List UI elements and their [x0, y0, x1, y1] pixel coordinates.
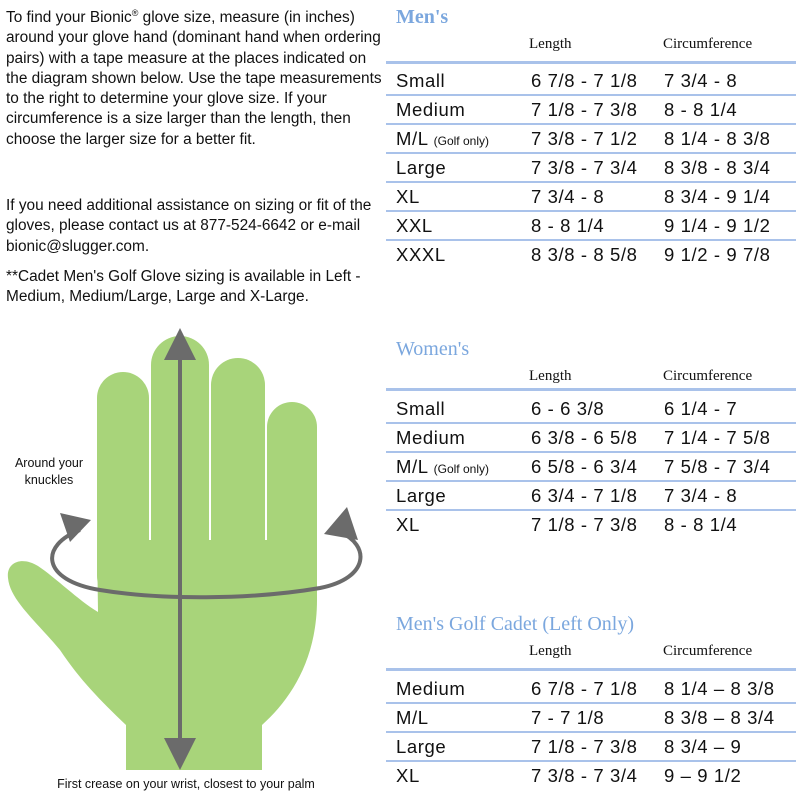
size-cell [396, 485, 446, 507]
circumference-cell: 7 3/4 - 8 [664, 70, 738, 91]
length-cell: 6 7/8 - 7 1/8 [531, 678, 638, 699]
intro-text-rest: glove size, measure (in inches) around your glove hand (dominant hand when ordering pairs) with a tape measure at the places indicated on the diagram shown below. Use the tape measurements to the right to determine your glove size. If your circumference is a size larger than the length, then choose the larger size for a better fit. [6, 9, 382, 148]
size-cell [396, 398, 445, 420]
size-cell [396, 99, 465, 121]
size-cell [396, 765, 420, 787]
size-label: XL [396, 765, 420, 786]
size-label: Large [396, 736, 447, 757]
table-row [386, 733, 796, 762]
size-label: XXL [396, 215, 433, 236]
length-cell: 7 3/8 - 7 3/4 [531, 765, 638, 786]
size-label: Large [396, 157, 447, 178]
size-cell [396, 244, 446, 266]
length-cell: 6 3/8 - 6 5/8 [531, 427, 638, 448]
length-cell: 7 3/8 - 7 1/2 [531, 128, 638, 149]
circumference-cell: 8 1/4 - 8 3/8 [664, 128, 771, 149]
size-cell [396, 427, 465, 449]
length-cell: 7 3/4 - 8 [531, 186, 605, 207]
circumference-cell: 8 3/8 - 8 3/4 [664, 157, 771, 178]
length-cell: 7 3/8 - 7 3/4 [531, 157, 638, 178]
length-cell: 8 - 8 1/4 [531, 215, 605, 236]
size-cell [396, 678, 465, 700]
length-cell: 7 1/8 - 7 3/8 [531, 514, 638, 535]
table-row [386, 212, 796, 241]
size-label: M/L [396, 707, 429, 728]
size-label: XXXL [396, 244, 446, 265]
cadet-note: **Cadet Men's Golf Glove sizing is available in Left - Medium, Medium/Large, Large and X-Large. [6, 268, 361, 306]
size-label: Medium [396, 427, 466, 448]
size-label: Small [396, 398, 446, 419]
table-row [386, 67, 796, 96]
circumference-cell: 7 3/4 - 8 [664, 485, 738, 506]
womens-length-header: Length [529, 368, 572, 384]
table-row [386, 511, 796, 540]
wrist-label: First crease on your wrist, closest to your palm [57, 777, 315, 791]
hand-diagram [0, 320, 385, 780]
circumference-cell: 7 1/4 - 7 5/8 [664, 427, 771, 448]
womens-size-table [386, 338, 796, 548]
size-cell [396, 186, 420, 208]
length-cell: 6 3/4 - 7 1/8 [531, 485, 638, 506]
size-label: M/L [396, 456, 429, 477]
table-row [386, 241, 796, 270]
knuckles-label: Around your knuckles [14, 456, 84, 487]
table-row [386, 704, 796, 733]
size-cell [396, 736, 446, 758]
circumference-cell: 8 3/4 - 9 1/4 [664, 186, 771, 207]
size-label: M/L [396, 128, 429, 149]
size-label: XL [396, 186, 420, 207]
cadet-size-table [386, 613, 796, 798]
table-row [386, 453, 796, 482]
registered-mark: ® [131, 7, 139, 18]
circumference-cell: 6 1/4 - 7 [664, 398, 738, 419]
table-row [386, 675, 796, 704]
mens-header-rule [386, 61, 796, 64]
table-row [386, 482, 796, 511]
table-row [386, 125, 796, 154]
length-cell: 6 - 6 3/8 [531, 398, 605, 419]
table-row [386, 424, 796, 453]
table-row [386, 762, 796, 791]
mens-length-header: Length [529, 36, 572, 52]
size-cell [396, 128, 489, 150]
size-note: (Golf only) [433, 462, 489, 476]
intro-paragraph [6, 8, 382, 150]
length-cell: 7 1/8 - 7 3/8 [531, 99, 638, 120]
table-row [386, 395, 796, 424]
size-label: Medium [396, 99, 466, 120]
size-cell [396, 215, 433, 237]
size-cell [396, 157, 446, 179]
length-cell: 8 3/8 - 8 5/8 [531, 244, 638, 265]
womens-header-rule [386, 388, 796, 391]
mens-size-table [386, 6, 796, 276]
circumference-cell: 8 - 8 1/4 [664, 99, 738, 120]
length-cell: 7 1/8 - 7 3/8 [531, 736, 638, 757]
length-cell: 6 5/8 - 6 3/4 [531, 456, 638, 477]
length-cell: 7 - 7 1/8 [531, 707, 605, 728]
size-label: Large [396, 485, 447, 506]
size-label: Medium [396, 678, 466, 699]
cadet-length-header: Length [529, 643, 572, 659]
size-label: Small [396, 70, 446, 91]
cadet-circumference-header: Circumference [663, 643, 753, 659]
womens-table-title: Women's [396, 338, 470, 360]
table-row [386, 154, 796, 183]
length-cell: 6 7/8 - 7 1/8 [531, 70, 638, 91]
womens-circumference-header: Circumference [663, 368, 753, 384]
intro-text-start: To find your Bionic [6, 9, 132, 26]
assistance-paragraph: If you need additional assistance on sizing or fit of the gloves, please contact us at 877-524-6642 or e-mail bionic@slugger.com. [6, 197, 372, 255]
circumference-cell: 9 – 9 1/2 [664, 765, 742, 786]
size-cell [396, 514, 420, 536]
mens-circumference-header: Circumference [663, 36, 753, 52]
table-row [386, 96, 796, 125]
cadet-table-title: Men's Golf Cadet (Left Only) [396, 613, 634, 635]
cadet-header-rule [386, 668, 796, 671]
size-label: XL [396, 514, 420, 535]
circumference-cell: 8 3/8 – 8 3/4 [664, 707, 775, 728]
size-cell [396, 707, 429, 729]
circumference-cell: 8 1/4 – 8 3/8 [664, 678, 775, 699]
size-note: (Golf only) [433, 134, 489, 148]
circumference-cell: 8 3/4 – 9 [664, 736, 742, 757]
table-row [386, 183, 796, 212]
circumference-cell: 8 - 8 1/4 [664, 514, 738, 535]
size-cell [396, 456, 489, 478]
circumference-cell: 9 1/4 - 9 1/2 [664, 215, 771, 236]
size-cell [396, 70, 445, 92]
mens-table-title: Men's [396, 6, 449, 28]
circumference-cell: 9 1/2 - 9 7/8 [664, 244, 771, 265]
instructions-column [0, 0, 385, 800]
circumference-cell: 7 5/8 - 7 3/4 [664, 456, 771, 477]
